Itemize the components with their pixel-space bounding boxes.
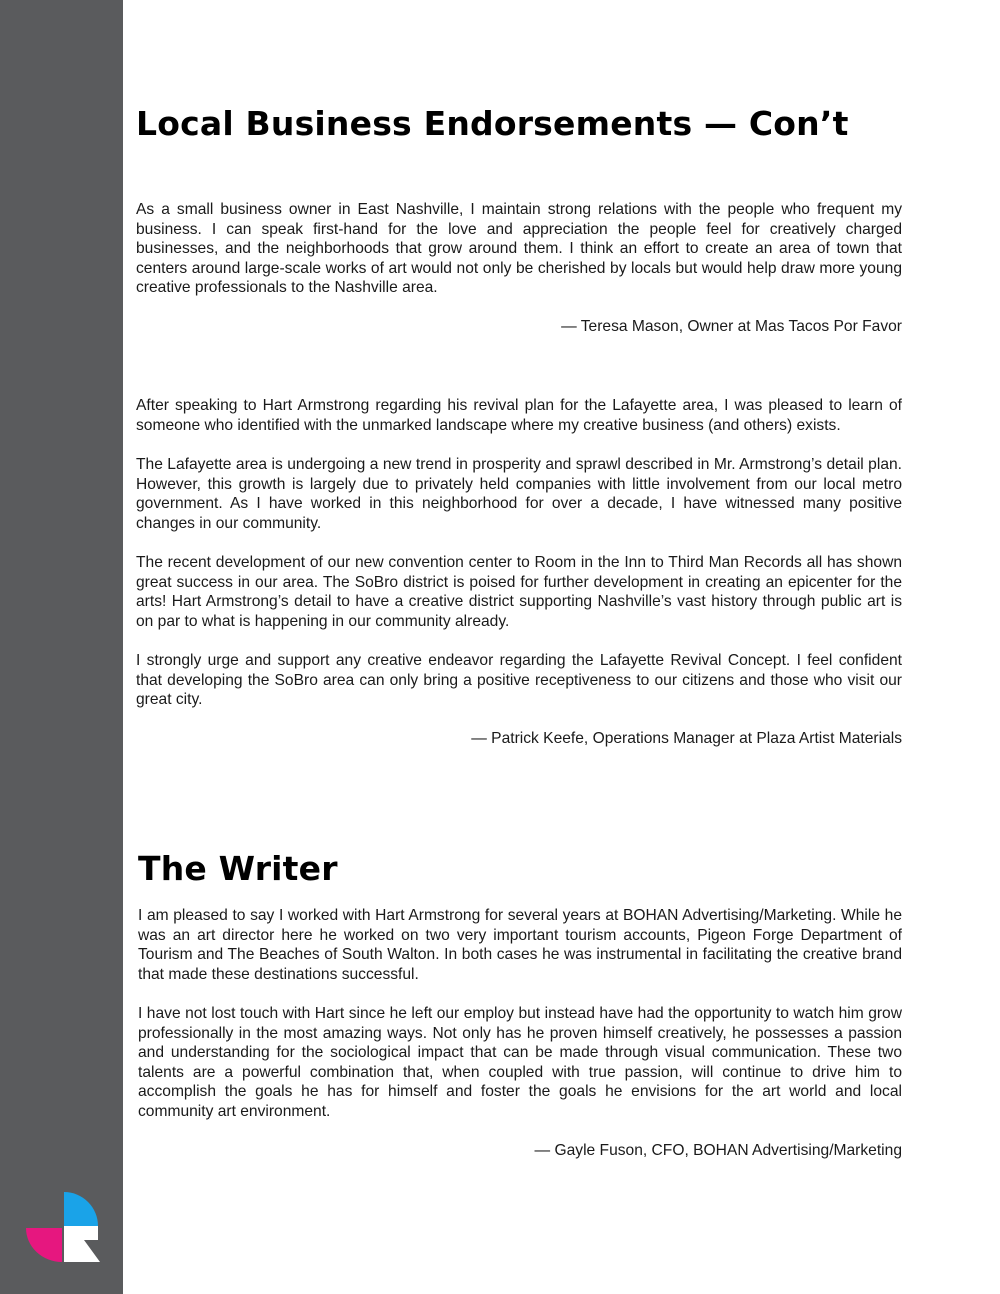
testimonial-2-paragraph-2: The Lafayette area is undergoing a new trend in prosperity and sprawl described in Mr. Armstrong’s detail plan. However, this growth is largely due to privately held companies with little involvement from our local metro government. As I have worked in this neighborhood for over a decade, I have witnessed many positive changes in our community. xyxy=(136,456,902,532)
writer-paragraph-2: I have not lost touch with Hart since he left our employ but instead have had the opportunity to watch him grow professionally in the most amazing ways. Not only has he proven himself creatively, he possesses a passion and understanding for the sociological impact that can be made through visual communication. These two talents are a powerful combination that, when coupled with true passion, will continue to drive him to accomplish the goals he has for himself and foster the goals he envisions for the art world and local community art environment. xyxy=(138,1005,902,1120)
testimonial-1-attribution: — Teresa Mason, Owner at Mas Tacos Por Favor xyxy=(561,318,902,335)
testimonial-2-paragraph-4: I strongly urge and support any creative endeavor regarding the Lafayette Revival Concept. I feel confident that developing the SoBro area can only bring a positive receptiveness to our citizens and those who visit our great city. xyxy=(136,652,902,709)
section-heading-endorsements: Local Business Endorsements — Con’t xyxy=(136,104,849,143)
brand-logo-icon xyxy=(24,1188,104,1266)
sidebar-band xyxy=(0,0,123,1294)
testimonial-2-attribution: — Patrick Keefe, Operations Manager at Plaza Artist Materials xyxy=(471,730,902,747)
testimonial-1-paragraph-1: As a small business owner in East Nashville, I maintain strong relations with the people who frequent my business. I can speak first-hand for the love and appreciation the people feel for creatively charged businesses, and the neighborhoods that grow around them. I think an effort to create an area of town that centers around large-scale works of art would not only be cherished by locals but would help draw more young creative professionals to the Nashville area. xyxy=(136,201,902,297)
writer-paragraph-1: I am pleased to say I worked with Hart Armstrong for several years at BOHAN Advertising/Marketing. While he was an art director here he worked on two very important tourism accounts, Pigeon Forge Department of Tourism and The Beaches of South Walton. In both cases he was instrumental in facilitating the creative brand that made these destinations successful. xyxy=(138,907,902,983)
testimonial-2-paragraph-3: The recent development of our new convention center to Room in the Inn to Third Man Records all has shown great success in our area. The SoBro district is poised for further development in creating an epicenter for the arts! Hart Armstrong’s detail to have a creative district supporting Nashville’s vast history through public art is on par to what is happening in our community already. xyxy=(136,554,902,630)
section-heading-writer: The Writer xyxy=(138,849,338,888)
testimonial-2-paragraph-1: After speaking to Hart Armstrong regarding his revival plan for the Lafayette area, I was pleased to learn of someone who identified with the unmarked landscape where my creative business (and others) exists. xyxy=(136,397,902,434)
writer-attribution: — Gayle Fuson, CFO, BOHAN Advertising/Marketing xyxy=(534,1142,902,1159)
